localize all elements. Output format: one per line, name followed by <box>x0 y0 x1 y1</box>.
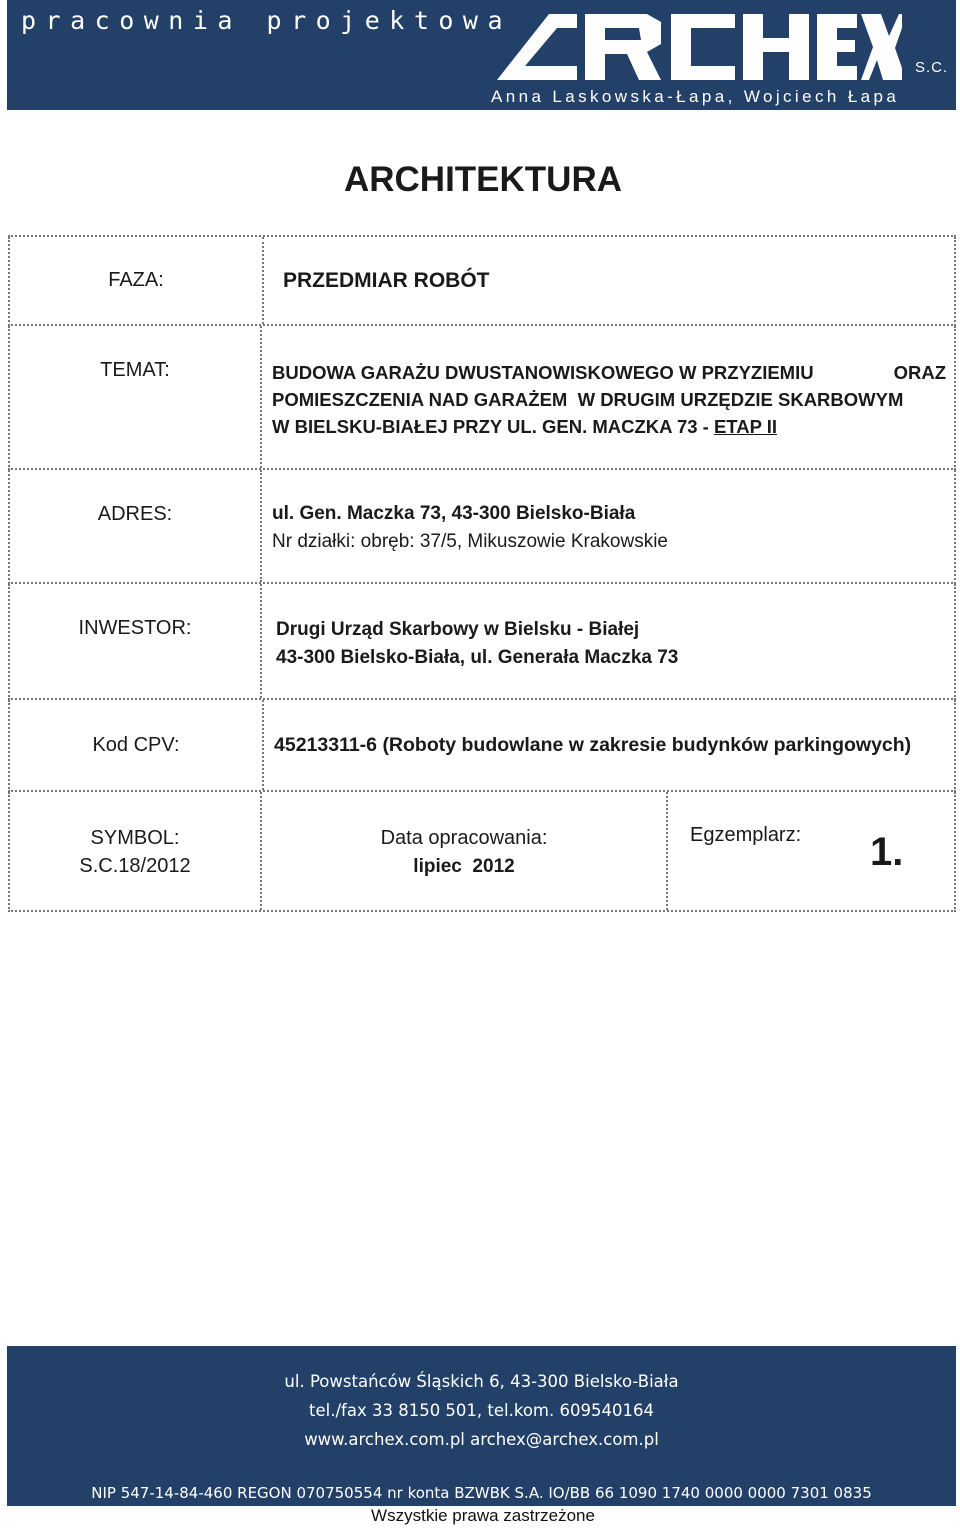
inwestor-value <box>262 584 954 698</box>
copy-cell <box>668 792 954 910</box>
cpv-value: 45213311-6 (Roboty budowlane w zakresie budynków parkingowych) <box>274 733 912 756</box>
row-adres <box>8 470 956 584</box>
row-cpv <box>8 700 956 792</box>
temat-line3 <box>272 413 954 440</box>
inwestor-line1: Drugi Urząd Skarbowy w Bielsku - Białej <box>276 619 640 640</box>
symbol-label: SYMBOL: <box>90 827 180 849</box>
row-inwestor <box>8 584 956 700</box>
row-symbol <box>8 792 956 912</box>
header-names: Anna Laskowska-Łapa, Wojciech Łapa <box>491 87 900 106</box>
temat-line1a: BUDOWA GARAŻU DWUSTANOWISKOWEGO W PRZYZIEMIU <box>272 362 814 383</box>
footer-rights: Wszystkie prawa zastrzeżone <box>371 1506 595 1525</box>
temat-etap: ETAP II <box>713 416 778 437</box>
adres-line2: Nr działki: obręb: 37/5, Mikuszowie Krakowskie <box>272 531 668 552</box>
copy-number: 1. <box>870 830 904 874</box>
header-tagline: pracownia projektowa <box>21 6 513 35</box>
date-cell <box>262 792 668 910</box>
adres-label: ADRES: <box>10 470 262 582</box>
temat-value <box>262 326 954 468</box>
adres-value <box>262 470 954 582</box>
header-banner <box>7 0 956 110</box>
footer-nip: NIP 547-14-84-460 REGON 070750554 nr konta BZWBK S.A. IO/BB 66 1090 1740 0000 0000 7301 0835 <box>91 1484 872 1502</box>
header-suffix: S.C. <box>915 59 949 76</box>
footer-phone: tel./fax 33 8150 501, tel.kom. 609540164 <box>309 1401 654 1420</box>
adres-line1: ul. Gen. Maczka 73, 43-300 Bielsko-Biała <box>272 503 636 524</box>
symbol-value: S.C.18/2012 <box>79 855 191 877</box>
temat-line1b: ORAZ <box>893 362 946 383</box>
inwestor-label: INWESTOR: <box>10 584 262 698</box>
row-faza <box>8 237 956 326</box>
document-title: ARCHITEKTURA <box>343 160 623 199</box>
temat-label: TEMAT: <box>10 326 262 468</box>
footer-address: ul. Powstańców Śląskich 6, 43-300 Bielsko-Biała <box>284 1372 679 1391</box>
footer-web[interactable]: www.archex.com.pl archex@archex.com.pl <box>304 1430 659 1449</box>
symbol-cell <box>10 792 262 910</box>
archex-logo <box>497 14 902 82</box>
date-label: Data opracowania: <box>380 827 548 849</box>
faza-label: FAZA: <box>10 237 264 324</box>
temat-line3-text: W BIELSKU-BIAŁEJ PRZY UL. GEN. MACZKA 73 - <box>272 416 714 437</box>
row-temat <box>8 326 956 470</box>
date-value: lipiec 2012 <box>413 856 515 877</box>
info-table <box>8 235 956 912</box>
faza-value: PRZEDMIAR ROBÓT <box>283 268 490 292</box>
footer-banner <box>7 1346 956 1506</box>
copy-label: Egzemplarz: <box>690 824 802 846</box>
temat-line2: POMIESZCZENIA NAD GARAŻEM W DRUGIM URZĘDZIE SKARBOWYM <box>272 389 904 410</box>
inwestor-line2: 43-300 Bielsko-Biała, ul. Generała Maczka 73 <box>276 647 679 668</box>
cpv-label: Kod CPV: <box>10 700 264 790</box>
